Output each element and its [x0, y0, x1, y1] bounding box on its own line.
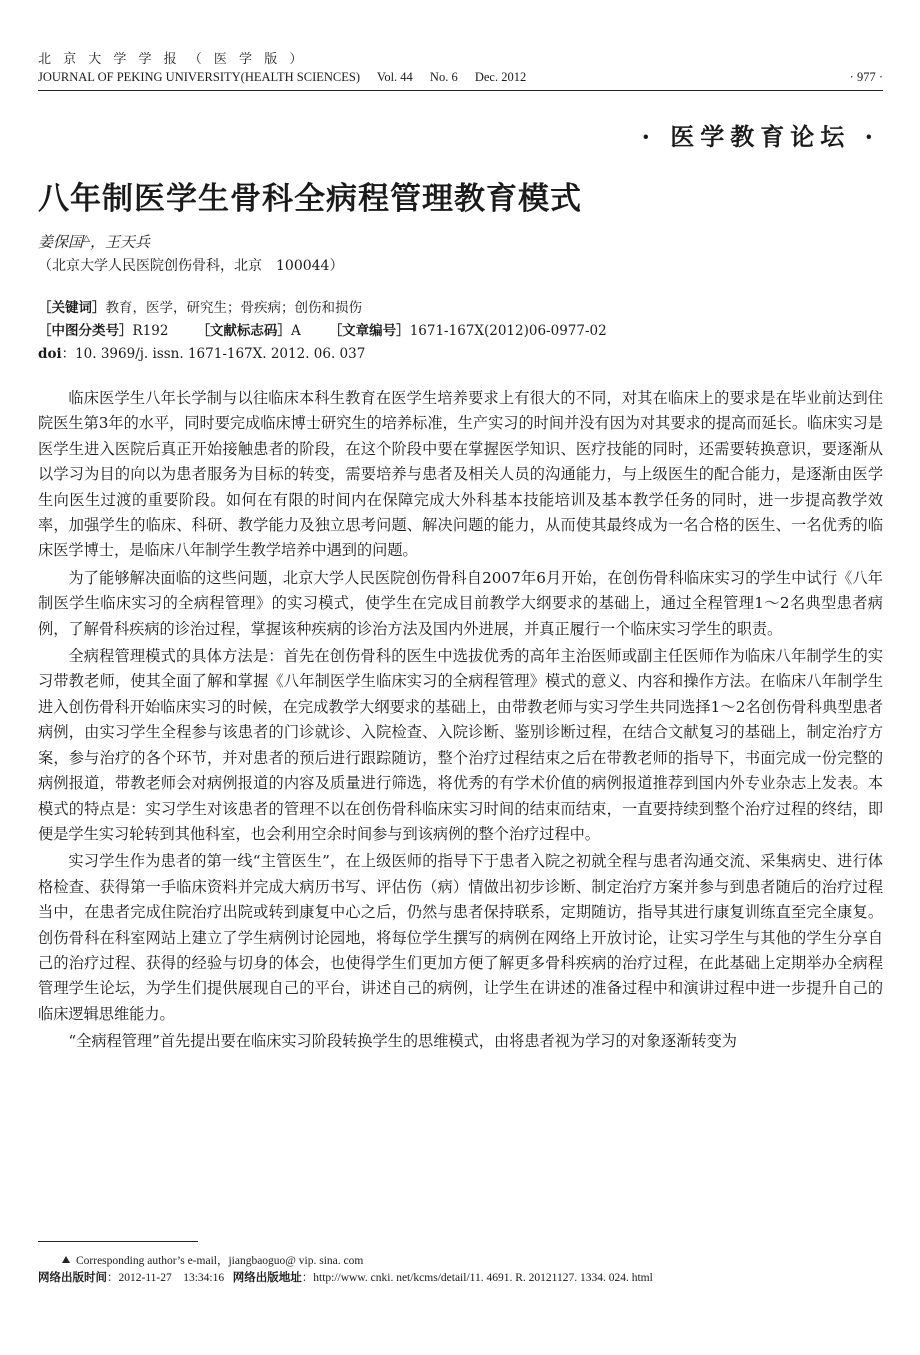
keywords-label: ［关键词］: [38, 300, 106, 316]
corresponding-email: Corresponding author’s e-mail，jiangbaoguo@ vip. sina. com: [76, 1255, 364, 1267]
doc-code-label: ［文献标志码］: [196, 323, 291, 339]
author-name: 姜保国: [38, 233, 84, 251]
doi-label: doi: [38, 346, 62, 362]
keywords-row: [38, 297, 883, 320]
body-paragraph: 全病程管理模式的具体方法是：首先在创伤骨科的医生中选拔优秀的高年主治医师或副主任医师作为临床八年制学生的实习带教老师，使其全面了解和掌握《八年制医学生临床实习的全病程管理》模式的意义、内容和操作方法。在临床八年制学生进入创伤骨科开始临床实习的时候，在完成教学大纲要求的基础上，由带教老师与实习学生共同选择1～2名创伤骨科典型患者病例，由实习学生全程参与该患者的门诊就诊、入院检查、入院诊断、鉴别诊断过程，在结合文献复习的基础上，制定治疗方案，参与治疗的各个环节，并对患者的预后进行跟踪随访，整个治疗过程结束之后在带教老师的指导下，书面完成一份完整的病例报道，带教老师会对病例报道的内容及质量进行筛选，将优秀的有学术价值的病例报道推荐到国内外专业杂志上发表。本模式的特点是：实习学生对该患者的管理不以在创伤骨科临床实习时间的结束而结束，一直要持续到整个治疗过程的终结，即便是学生实习轮转到其他科室，也会利用空余时间参与到该病例的整个治疗过程中。: [38, 647, 883, 843]
article-body: [38, 386, 883, 1055]
publication-footnote: [38, 1269, 653, 1285]
journal-volume: Vol. 44: [376, 70, 413, 84]
journal-date: Dec. 2012: [474, 70, 527, 84]
pub-url-value: ：http://www. cnki. net/kcms/detail/11. 4691. R. 20121127. 1334. 024. html: [301, 1272, 653, 1284]
pub-url-label: 网络出版地址: [232, 1272, 302, 1284]
body-paragraph: 为了能够解决面临的这些问题，北京大学人民医院创伤骨科自2007年6月开始，在创伤骨科临床实习的学生中试行《八年制医学生临床实习的全病程管理》的实习模式，使学生在完成目前教学大纲要求的基础上，通过全程管理1～2名典型患者病例，了解骨科疾病的诊治过程，掌握该种疾病的诊治方法及国内外进展，并真正履行一个临床实习学生的职责。: [38, 568, 883, 638]
pub-time-value: ：2012-11-27 13:34:16: [107, 1272, 225, 1284]
body-paragraph: 临床医学生八年长学制与以往临床本科生教育在医学生培养要求上有很大的不同，对其在临床上的要求是在毕业前达到住院医生第3年的水平，同时要完成临床博士研究生的培养标准，生产实习的时间并没有因为对其要求的提高而延长。临床实习是医学生进入医院后真正开始接触患者的阶段，在这个阶段中要在掌握医学知识、医疗技能的同时，还需要转换意识，要逐渐从以学习为目的向以为患者服务为目标的转变，需要培养与患者及相关人员的沟通能力，与上级医生的配合能力，是逐渐由医学生向医生过渡的重要阶段。如何在有限的时间内在保障完成大外科基本技能培训及基本教学任务的同时，进一步提高教学效率，加强学生的临床、科研、教学能力及独立思考问题、解决问题的能力，从而使其最终成为一名合格的医生、一名优秀的临床医学博士，是临床八年制学生教学培养中遇到的问题。: [38, 389, 883, 560]
coauthor-names: ，王天兵: [89, 233, 150, 251]
keywords-value: 教育，医学，研究生；骨疾病；创伤和损伤: [105, 300, 362, 316]
keywords-block: [38, 297, 883, 366]
journal-header-line: [38, 70, 883, 88]
classification-row: [38, 320, 883, 343]
journal-title-cn: 北 京 大 学 学 报 （ 医 学 版 ）: [38, 52, 307, 67]
article-number-label: ［文章编号］: [328, 323, 410, 339]
doc-code-value: A: [290, 323, 301, 339]
body-paragraph: 实习学生作为患者的第一线“主管医生”，在上级医师的指导下于患者入院之初就全程与患者沟通交流、采集病史、进行体格检查、获得第一手临床资料并完成大病历书写、评估伤（病）情做出初步诊断、制定治疗方案并参与到患者随后的治疗过程当中，在患者完成住院治疗出院或转到康复中心之后，仍然与患者保持联系，定期随访，指导其进行康复训练直至完全康复。创伤骨科在科室网站上建立了学生病例讨论园地，将每位学生撰写的病例在网络上开放讨论，让实习学生与其他的学生分享自己的治疗过程、获得的经验与切身的体会，也使得学生们更加方便了解更多骨科疾病的治疗过程，在此基础上定期举办全病程管理学生论坛，为学生们提供展现自己的平台，讲述自己的病例，让学生在讲述的准备过程中和演讲过程中进一步提升自己的临床逻辑思维能力。: [38, 852, 883, 1023]
triangle-icon: [62, 1256, 70, 1263]
doi-value: ：10. 3969/j. issn. 1671-167X. 2012. 06. 037: [61, 346, 366, 362]
clc-value: R192: [132, 323, 169, 339]
footnote-rule: [38, 1241, 198, 1242]
journal-issue: No. 6: [429, 70, 458, 84]
affiliation: （北京大学人民医院创伤骨科，北京 100044）: [38, 258, 344, 274]
article-page: [38, 48, 883, 1057]
article-title: 八年制医学生骨科全病程管理教育模式: [38, 181, 582, 217]
pub-time-label: 网络出版时间: [38, 1272, 107, 1284]
corresponding-mark: △: [83, 234, 90, 244]
doi-row: [38, 343, 883, 366]
clc-label: ［中图分类号］: [38, 323, 133, 339]
page-number: · 977 ·: [849, 70, 883, 84]
body-paragraph: “全病程管理”首先提出要在临床实习阶段转换学生的思维模式，由将患者视为学习的对象逐渐转变为: [68, 1032, 737, 1051]
section-heading: · 医学教育论坛 ·: [641, 122, 879, 151]
journal-meta: [38, 70, 540, 88]
header-rule: [38, 90, 883, 91]
article-number-value: 1671-167X(2012)06-0977-02: [409, 323, 607, 339]
corresponding-footnote: [62, 1252, 363, 1268]
author-line: [38, 231, 883, 251]
journal-title-en: JOURNAL OF PEKING UNIVERSITY(HEALTH SCIENCES): [38, 70, 360, 84]
